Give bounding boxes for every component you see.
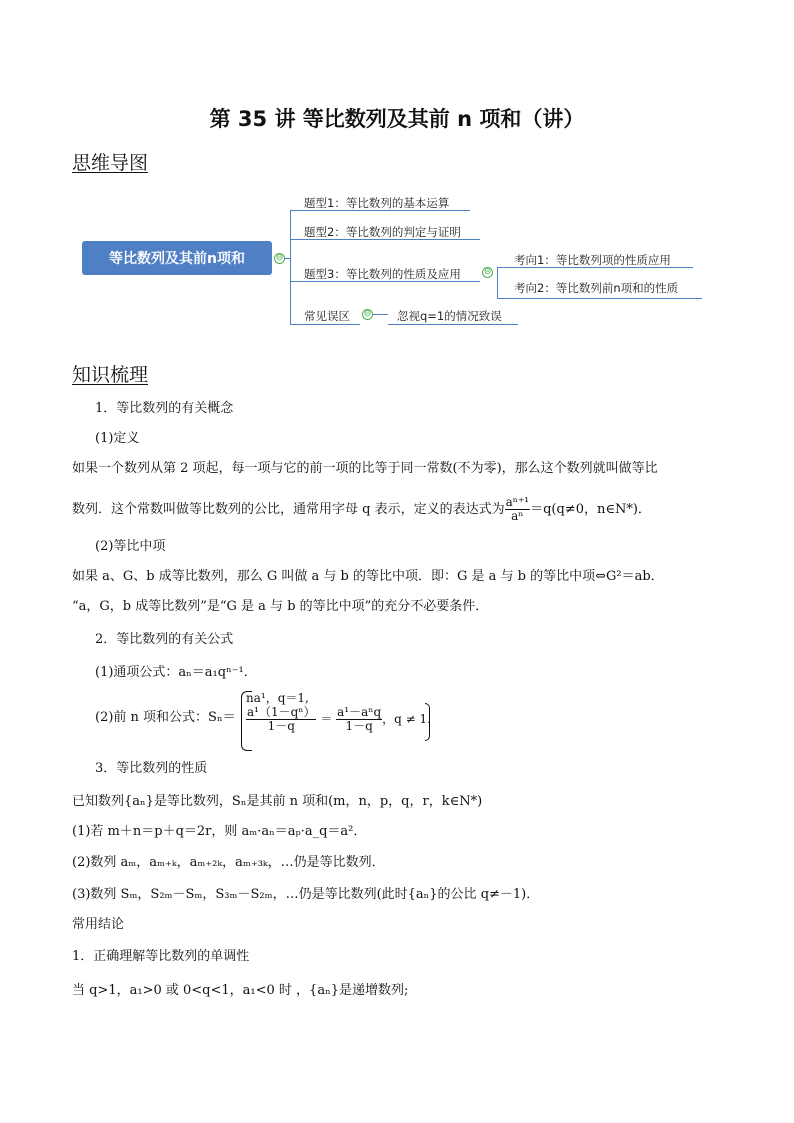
common-conclusions: 常用结论 bbox=[72, 917, 125, 932]
mindmap-underline bbox=[290, 239, 480, 240]
definition-fraction: $\frac{\text{aⁿ⁺¹}}{\text{aⁿ}}$ bbox=[505, 495, 530, 523]
mindmap-node-mistake: 常见误区 bbox=[304, 309, 350, 323]
mindmap-connector bbox=[290, 210, 291, 325]
conclusion-1: 1．正确理解等比数列的单调性 bbox=[72, 949, 250, 964]
mindmap-underline bbox=[290, 324, 360, 325]
sum-case-2: $\frac{\text{a¹（1－qⁿ）}}{1-q}$ ＝ $\frac{\text{a¹－aⁿq}}{1-q}$ ，q ≠ 1. bbox=[247, 705, 431, 733]
heading-3: 3．等比数列的性质 bbox=[95, 761, 208, 776]
mindmap-node-type2: 题型2：等比数列的判定与证明 bbox=[304, 225, 461, 239]
property-3: (3)数列 Sₘ，S₂ₘ－Sₘ，S₃ₘ－S₂ₘ，…仍是等比数列(此时{aₙ}的公比 q≠－1)． bbox=[72, 887, 540, 902]
general-term-formula: (1)通项公式：aₙ＝a₁qⁿ⁻¹． bbox=[95, 665, 257, 680]
mindmap-connector bbox=[373, 314, 388, 315]
sum-fraction-1: $\frac{\text{a¹（1－qⁿ）}}{1-q}$ bbox=[247, 705, 316, 733]
mindmap-underline bbox=[290, 210, 470, 211]
definition-text: 数列．这个常数叫做等比数列的公比，通常用字母 q 表示，定义的表达式为 bbox=[72, 502, 505, 517]
mindmap-underline bbox=[388, 324, 518, 325]
label-geometric-mean: (2)等比中项 bbox=[95, 539, 166, 554]
property-2: (2)数列 aₘ，aₘ₊ₖ，aₘ₊₂ₖ，aₘ₊₃ₖ，…仍是等比数列． bbox=[72, 855, 385, 870]
sum-case-1: na¹，q＝1, bbox=[246, 691, 309, 705]
definition-tail: ＝q(q≠0，n∈N*)． bbox=[530, 502, 651, 517]
mindmap-node-type1: 题型1：等比数列的基本运算 bbox=[304, 196, 450, 210]
section-heading-mindmap: 思维导图 bbox=[72, 152, 149, 174]
page-title: 第 35 讲 等比数列及其前 n 项和（讲） bbox=[209, 107, 585, 131]
collapse-icon[interactable]: ⊖ bbox=[483, 267, 492, 277]
conclusion-1-line: 当 q>1，a₁>0 或 0<q<1，a₁<0 时 ，{aₙ}是递增数列; bbox=[72, 983, 409, 998]
mindmap-node-type3: 题型3：等比数列的性质及应用 bbox=[304, 267, 461, 281]
collapse-icon[interactable]: ⊖ bbox=[363, 309, 372, 319]
definition-line-2 bbox=[72, 496, 732, 523]
property-intro: 已知数列{aₙ}是等比数列，Sₙ是其前 n 项和(m，n，p，q，r，k∈N*) bbox=[72, 794, 483, 809]
property-1: (1)若 m＋n＝p＋q＝2r，则 aₘ·aₙ＝aₚ·a_q＝a²． bbox=[72, 824, 367, 839]
mindmap-underline bbox=[290, 281, 480, 282]
mindmap-underline bbox=[497, 298, 702, 299]
sum-label: (2)前 n 项和公式：Sₙ＝ bbox=[95, 710, 236, 725]
definition-line-1: 如果一个数列从第 2 项起，每一项与它的前一项的比等于同一常数(不为零)，那么这个数列就叫做等比 bbox=[72, 461, 658, 476]
sum-fraction-2: $\frac{\text{a¹－aⁿq}}{1-q}$ bbox=[337, 705, 382, 733]
mindmap-connector bbox=[284, 258, 290, 259]
heading-2: 2．等比数列的有关公式 bbox=[95, 632, 234, 647]
mindmap-root: 等比数列及其前n项和 bbox=[82, 241, 272, 275]
section-heading-knowledge: 知识梳理 bbox=[72, 364, 149, 386]
mindmap-underline bbox=[497, 267, 693, 268]
collapse-icon[interactable]: ⊖ bbox=[275, 253, 284, 263]
label-definition: (1)定义 bbox=[95, 431, 140, 446]
mindmap-node-mistake-item: 忽视q=1的情况致误 bbox=[397, 309, 502, 323]
geometric-mean-line-1: 如果 a、G、b 成等比数列，那么 G 叫做 a 与 b 的等比中项．即：G 是 a 与 b 的等比中项⇔G²＝ab． bbox=[72, 569, 664, 584]
mindmap-node-dir2: 考向2：等比数列前n项和的性质 bbox=[514, 281, 679, 295]
mindmap-connector bbox=[497, 267, 498, 299]
heading-1: 1．等比数列的有关概念 bbox=[95, 401, 234, 416]
geometric-mean-line-2: “a，G，b 成等比数列”是“G 是 a 与 b 的等比中项”的充分不必要条件． bbox=[72, 599, 489, 614]
mindmap-node-dir1: 考向1：等比数列项的性质应用 bbox=[514, 253, 671, 267]
